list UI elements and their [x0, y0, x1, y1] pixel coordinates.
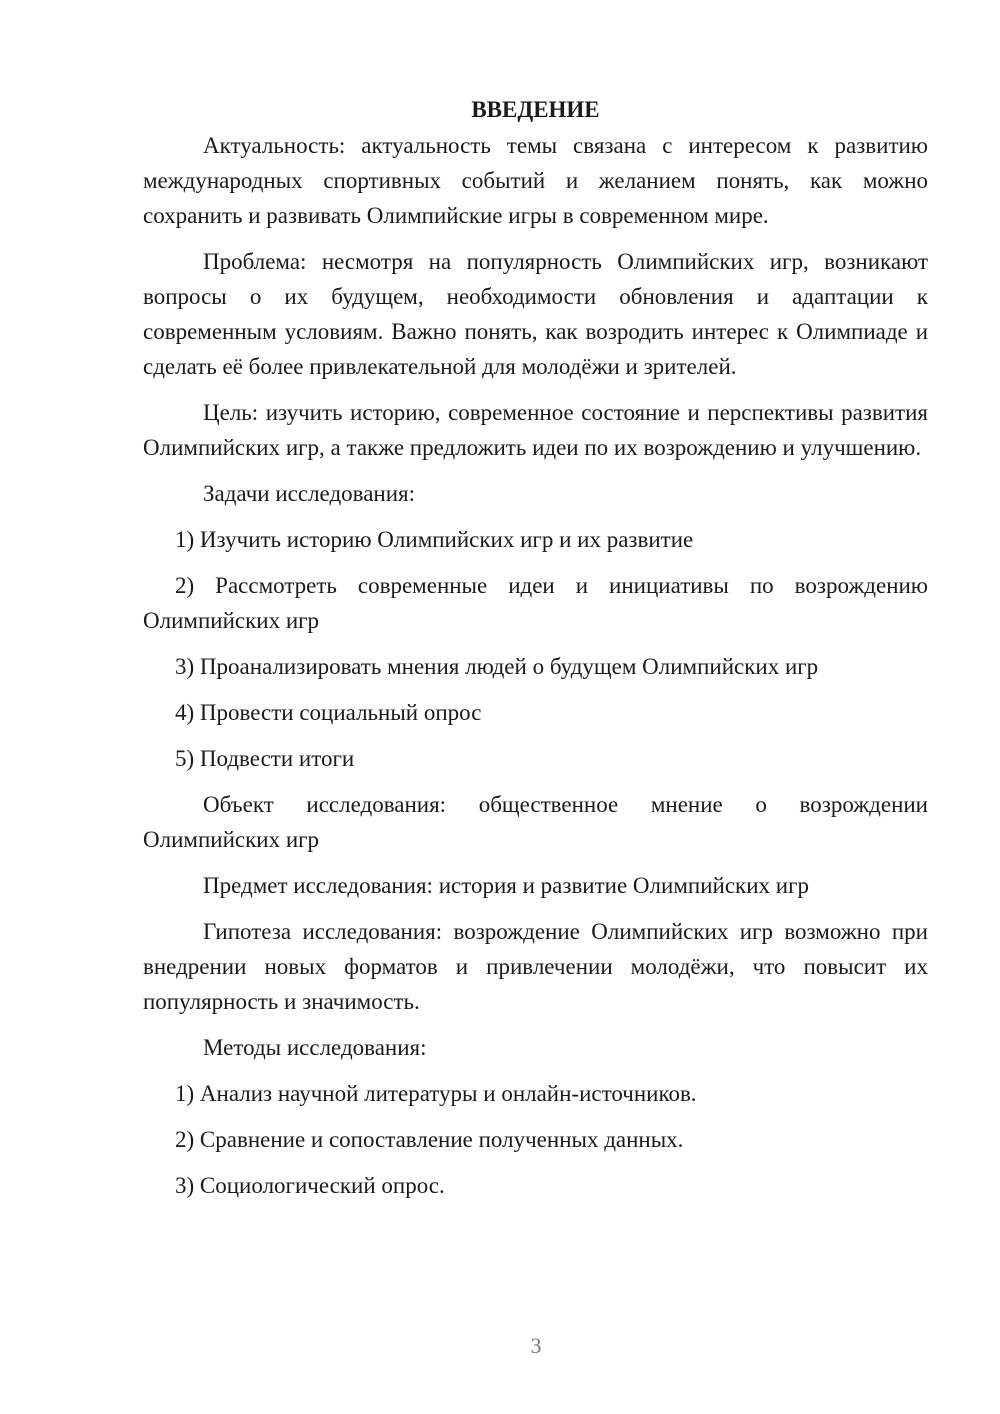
- method-item: 1) Анализ научной литературы и онлайн-источников.: [175, 1081, 697, 1106]
- problem-paragraph: Проблема: несмотря на популярность Олимпийских игр, возникают вопросы о их будущем, необходимости обновления и адаптации к современным условиям. Важно понять, как возродить интерес к Олимпиаде и сделать её более привлекательной для молодёжи и зрителей.: [143, 249, 928, 379]
- method-item: 3) Социологический опрос.: [175, 1173, 445, 1198]
- method-item: 2) Сравнение и сопоставление полученных данных.: [175, 1127, 684, 1152]
- task-item: 4) Провести социальный опрос: [175, 700, 482, 725]
- task-item: 1) Изучить историю Олимпийских игр и их развитие: [175, 527, 694, 552]
- task-item: 2) Рассмотреть современные идеи и инициативы по возрождению Олимпийских игр: [143, 573, 928, 633]
- methods-heading: Методы исследования:: [203, 1035, 427, 1060]
- task-item: 3) Проанализировать мнения людей о будущем Олимпийских игр: [175, 654, 819, 679]
- hypothesis-paragraph: Гипотеза исследования: возрождение Олимпийских игр возможно при внедрении новых форматов и привлечении молодёжи, что повысит их популярность и значимость.: [143, 919, 928, 1014]
- goal-paragraph: Цель: изучить историю, современное состояние и перспективы развития Олимпийских игр, а также предложить идеи по их возрождению и улучшению.: [143, 400, 928, 460]
- subject-paragraph: Предмет исследования: история и развитие Олимпийских игр: [203, 873, 809, 898]
- page-number: 3: [530, 1333, 542, 1358]
- object-paragraph: Объект исследования: общественное мнение о возрождении Олимпийских игр: [143, 792, 928, 852]
- task-item: 5) Подвести итоги: [175, 746, 355, 771]
- section-title: ВВЕДЕНИЕ: [471, 97, 600, 122]
- relevance-paragraph: Актуальность: актуальность темы связана с интересом к развитию международных спортивных событий и желанием понять, как можно сохранить и развивать Олимпийские игры в современном мире.: [143, 133, 928, 228]
- tasks-heading: Задачи исследования:: [203, 481, 416, 506]
- document-body: [143, 92, 928, 1214]
